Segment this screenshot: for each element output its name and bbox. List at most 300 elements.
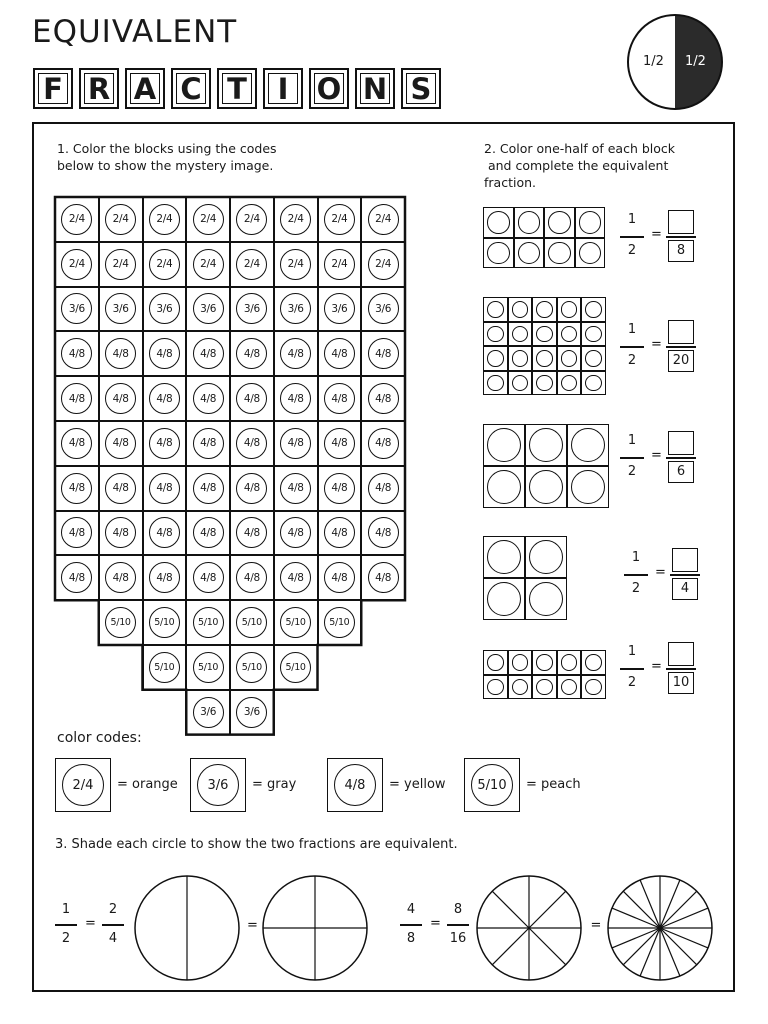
grid-cell[interactable] — [230, 690, 274, 735]
block-circle — [529, 582, 563, 616]
block-cell[interactable] — [581, 346, 606, 371]
block-cell[interactable] — [508, 650, 533, 675]
grid-cell[interactable] — [318, 511, 362, 556]
fraction-code: 2/4 — [105, 249, 136, 280]
color-code-label: = gray — [252, 777, 297, 792]
fraction-code: 4/8 — [368, 473, 399, 504]
grid-cell[interactable] — [143, 511, 187, 556]
block-cell[interactable] — [532, 675, 557, 700]
block-cell[interactable] — [532, 650, 557, 675]
fraction-code: 3/6 — [236, 697, 267, 728]
block-cell[interactable] — [514, 238, 545, 269]
grid-cell[interactable] — [318, 197, 362, 242]
grid-cell[interactable] — [361, 555, 405, 600]
color-code-box — [190, 758, 246, 812]
grid-cell[interactable] — [143, 421, 187, 466]
grid-cell[interactable] — [361, 331, 405, 376]
title-letter-tile: T — [217, 68, 257, 109]
given-denominator: 2 — [627, 353, 637, 368]
color-code-box — [464, 758, 520, 812]
block-circle — [487, 679, 504, 696]
half-circle-icon — [627, 14, 723, 110]
grid-cell[interactable] — [186, 376, 230, 421]
fraction-code: 3/6 — [149, 293, 180, 324]
grid-cell[interactable] — [361, 466, 405, 511]
title-letter-tile: S — [401, 68, 441, 109]
grid-cell[interactable] — [361, 421, 405, 466]
block-circle — [548, 242, 571, 265]
block-cell[interactable] — [575, 238, 606, 269]
color-codes-heading: color codes: — [57, 730, 142, 746]
grid-cell[interactable] — [318, 466, 362, 511]
numerator-answer-box[interactable] — [668, 642, 694, 666]
fraction-code: 4/8 — [236, 428, 267, 459]
grid-cell[interactable] — [274, 466, 318, 511]
fraction-code: 4/8 — [236, 383, 267, 414]
block-cell[interactable] — [581, 675, 606, 700]
block-cell[interactable] — [544, 207, 575, 238]
block-circle — [487, 326, 504, 343]
numerator-answer-box[interactable] — [668, 431, 694, 455]
fraction-code: 4/8 — [324, 473, 355, 504]
grid-cell[interactable] — [318, 331, 362, 376]
grid-cell[interactable] — [230, 645, 274, 690]
fraction-code: 4/8 — [193, 562, 224, 593]
target-denominator: 20 — [668, 350, 694, 372]
worksheet-title: EQUIVALENT — [32, 14, 238, 50]
grid-cell[interactable] — [99, 242, 143, 287]
fraction-code: 4/8 — [324, 428, 355, 459]
badge-right-label: 1/2 — [685, 54, 706, 69]
left-fraction-numerator: 4 — [406, 902, 416, 917]
fraction-code: 4/8 — [61, 517, 92, 548]
block-cell[interactable] — [483, 675, 508, 700]
right-fraction-numerator: 8 — [453, 902, 463, 917]
title-letter-tile: N — [355, 68, 395, 109]
fraction-code: 4/8 — [368, 383, 399, 414]
title-letter-tile: O — [309, 68, 349, 109]
block-cell[interactable] — [483, 424, 525, 466]
block-cell[interactable] — [508, 371, 533, 396]
block-cell[interactable] — [483, 371, 508, 396]
title-letter-tile: C — [171, 68, 211, 109]
block-circle — [512, 301, 529, 318]
block-cell[interactable] — [557, 675, 582, 700]
mystery-image-grid — [55, 197, 405, 735]
block-circle — [487, 211, 510, 234]
block-cell[interactable] — [508, 346, 533, 371]
fraction-code: 4/8 — [236, 517, 267, 548]
grid-cell[interactable] — [55, 287, 99, 332]
grid-cell[interactable] — [186, 197, 230, 242]
fraction-code: 4/8 — [280, 562, 311, 593]
grid-cell[interactable] — [143, 376, 187, 421]
block-circle — [561, 326, 578, 343]
grid-cell[interactable] — [186, 690, 230, 735]
grid-cell[interactable] — [274, 421, 318, 466]
grid-cell[interactable] — [318, 376, 362, 421]
grid-cell[interactable] — [99, 421, 143, 466]
fraction-code: 4/8 — [61, 473, 92, 504]
equals-sign: = — [85, 916, 96, 931]
block-circle — [585, 679, 602, 696]
target-denominator: 6 — [668, 461, 694, 483]
grid-cell[interactable] — [99, 555, 143, 600]
equals-sign: = — [590, 918, 602, 933]
block-circle — [536, 375, 553, 392]
block-cell[interactable] — [483, 297, 508, 322]
block-circle — [561, 654, 578, 671]
block-circle — [536, 350, 553, 367]
color-code-fraction: 3/6 — [197, 764, 239, 806]
fraction-code: 3/6 — [193, 697, 224, 728]
block-cell[interactable] — [557, 371, 582, 396]
fraction-code: 3/6 — [324, 293, 355, 324]
fraction-code: 4/8 — [368, 428, 399, 459]
block-cell[interactable] — [581, 322, 606, 347]
block-circle — [487, 301, 504, 318]
color-code-label: = peach — [526, 777, 581, 792]
block-cell[interactable] — [483, 536, 525, 578]
block-circle — [536, 301, 553, 318]
fraction-bar — [55, 924, 77, 926]
grid-cell[interactable] — [143, 600, 187, 645]
grid-cell[interactable] — [55, 331, 99, 376]
grid-cell[interactable] — [186, 645, 230, 690]
fraction-code: 3/6 — [236, 293, 267, 324]
block-circle — [487, 375, 504, 392]
title-letter-tile: I — [263, 68, 303, 109]
block-cell[interactable] — [557, 346, 582, 371]
block-circle — [529, 470, 563, 504]
grid-cell[interactable] — [361, 511, 405, 556]
grid-cell[interactable] — [143, 466, 187, 511]
given-denominator: 2 — [631, 581, 641, 596]
block-circle — [585, 654, 602, 671]
fraction-code: 2/4 — [236, 204, 267, 235]
grid-cell[interactable] — [55, 511, 99, 556]
grid-cell[interactable] — [143, 287, 187, 332]
block-cell[interactable] — [557, 650, 582, 675]
fraction-code: 4/8 — [280, 428, 311, 459]
color-code-fraction: 5/10 — [471, 764, 513, 806]
grid-cell[interactable] — [361, 197, 405, 242]
fraction-code: 5/10 — [324, 607, 355, 638]
block-cell[interactable] — [483, 207, 514, 238]
fraction-code: 2/4 — [149, 204, 180, 235]
fraction-code: 2/4 — [105, 204, 136, 235]
grid-cell[interactable] — [230, 376, 274, 421]
fraction-code: 4/8 — [105, 383, 136, 414]
block-circle — [487, 242, 510, 265]
fraction-bar — [666, 668, 696, 670]
block-circle — [571, 428, 605, 462]
fraction-code: 4/8 — [280, 383, 311, 414]
block-cell[interactable] — [514, 207, 545, 238]
fraction-code: 4/8 — [324, 562, 355, 593]
grid-cell[interactable] — [186, 511, 230, 556]
fraction-bar — [620, 668, 644, 670]
grid-cell[interactable] — [274, 645, 318, 690]
grid-cell[interactable] — [186, 555, 230, 600]
fraction-code: 4/8 — [149, 517, 180, 548]
grid-cell[interactable] — [274, 197, 318, 242]
block-cell[interactable] — [525, 536, 567, 578]
fraction-code: 4/8 — [368, 338, 399, 369]
fraction-bar — [624, 574, 648, 576]
block-circle — [512, 326, 529, 343]
block-cell[interactable] — [483, 650, 508, 675]
grid-cell[interactable] — [143, 645, 187, 690]
grid-cell[interactable] — [274, 376, 318, 421]
grid-cell[interactable] — [318, 242, 362, 287]
fraction-code: 2/4 — [368, 249, 399, 280]
grid-cell[interactable] — [186, 242, 230, 287]
grid-cell[interactable] — [230, 511, 274, 556]
grid-cell[interactable] — [143, 555, 187, 600]
fraction-code: 4/8 — [368, 562, 399, 593]
numerator-answer-box[interactable] — [668, 320, 694, 344]
section1-instructions — [57, 140, 277, 174]
block-circle — [487, 470, 521, 504]
fraction-code: 5/10 — [193, 607, 224, 638]
right-fraction-denominator: 16 — [449, 931, 467, 946]
grid-cell[interactable] — [186, 287, 230, 332]
grid-cell[interactable] — [274, 287, 318, 332]
fraction-code: 4/8 — [61, 338, 92, 369]
grid-cell[interactable] — [55, 242, 99, 287]
grid-cell[interactable] — [274, 555, 318, 600]
block-cell[interactable] — [575, 207, 606, 238]
grid-cell[interactable] — [99, 600, 143, 645]
grid-cell[interactable] — [318, 421, 362, 466]
grid-cell[interactable] — [99, 376, 143, 421]
grid-cell[interactable] — [186, 600, 230, 645]
fraction-bar — [102, 924, 124, 926]
fraction-code: 4/8 — [280, 338, 311, 369]
section2-instruction-line1: 2. Color one-half of each block — [484, 141, 676, 156]
grid-cell[interactable] — [230, 600, 274, 645]
block-cell[interactable] — [581, 650, 606, 675]
color-code-box — [55, 758, 111, 812]
grid-cell[interactable] — [361, 242, 405, 287]
block-cell[interactable] — [525, 578, 567, 620]
fraction-code: 4/8 — [324, 383, 355, 414]
fraction-code: 2/4 — [324, 204, 355, 235]
shade-circle[interactable] — [133, 874, 241, 982]
numerator-answer-box[interactable] — [668, 210, 694, 234]
grid-cell[interactable] — [361, 287, 405, 332]
section2-instruction-line3: fraction. — [484, 175, 536, 190]
shade-circle[interactable] — [261, 874, 369, 982]
badge-left-label: 1/2 — [643, 54, 664, 69]
grid-cell[interactable] — [230, 287, 274, 332]
fraction-code: 4/8 — [324, 517, 355, 548]
shade-circle[interactable] — [475, 874, 583, 982]
fraction-code: 4/8 — [61, 428, 92, 459]
title-letter-tile: F — [33, 68, 73, 109]
color-code-box — [327, 758, 383, 812]
grid-cell[interactable] — [186, 421, 230, 466]
block-cell[interactable] — [532, 322, 557, 347]
block-cell[interactable] — [483, 466, 525, 508]
block-cell[interactable] — [525, 466, 567, 508]
equals-sign: = — [655, 565, 666, 580]
equals-sign: = — [430, 916, 441, 931]
fraction-bar — [447, 924, 469, 926]
fraction-code: 4/8 — [149, 562, 180, 593]
grid-cell[interactable] — [274, 511, 318, 556]
fraction-bar — [620, 236, 644, 238]
block-circle — [561, 679, 578, 696]
fraction-code: 4/8 — [149, 338, 180, 369]
block-circle — [548, 211, 571, 234]
block-cell[interactable] — [567, 424, 609, 466]
block-cell[interactable] — [483, 322, 508, 347]
grid-cell[interactable] — [274, 242, 318, 287]
given-numerator: 1 — [627, 433, 637, 448]
grid-cell[interactable] — [230, 421, 274, 466]
grid-cell[interactable] — [55, 555, 99, 600]
right-fraction-denominator: 4 — [108, 931, 118, 946]
block-cell[interactable] — [483, 346, 508, 371]
block-cell[interactable] — [532, 346, 557, 371]
equals-sign: = — [247, 918, 258, 933]
grid-cell[interactable] — [143, 197, 187, 242]
block-circle — [487, 540, 521, 574]
fraction-code: 4/8 — [105, 517, 136, 548]
grid-cell[interactable] — [99, 197, 143, 242]
block-cell[interactable] — [581, 297, 606, 322]
fraction-code: 5/10 — [193, 652, 224, 683]
fraction-code: 2/4 — [280, 249, 311, 280]
grid-cell[interactable] — [230, 466, 274, 511]
fraction-code: 4/8 — [105, 473, 136, 504]
block-circle — [571, 470, 605, 504]
half-circle-badge — [627, 14, 723, 110]
grid-cell[interactable] — [274, 600, 318, 645]
block-cell[interactable] — [567, 466, 609, 508]
fraction-code: 4/8 — [105, 338, 136, 369]
block-cell[interactable] — [581, 371, 606, 396]
grid-cell[interactable] — [230, 555, 274, 600]
block-circle — [487, 350, 504, 367]
given-denominator: 2 — [627, 243, 637, 258]
fraction-code: 5/10 — [236, 652, 267, 683]
given-numerator: 1 — [631, 550, 641, 565]
fraction-code: 5/10 — [105, 607, 136, 638]
grid-cell[interactable] — [318, 555, 362, 600]
section3-instruction: 3. Shade each circle to show the two fractions are equivalent. — [55, 837, 458, 852]
block-circle — [585, 326, 602, 343]
target-denominator: 8 — [668, 240, 694, 262]
grid-cell[interactable] — [318, 600, 362, 645]
block-circle — [536, 326, 553, 343]
fraction-code: 4/8 — [149, 428, 180, 459]
grid-cell[interactable] — [55, 466, 99, 511]
fraction-code: 4/8 — [324, 338, 355, 369]
section2-instruction-line2: and complete the equivalent — [484, 158, 669, 173]
block-circle — [536, 679, 553, 696]
grid-cell[interactable] — [99, 287, 143, 332]
block-cell[interactable] — [508, 322, 533, 347]
fraction-code: 2/4 — [236, 249, 267, 280]
block-circle — [487, 582, 521, 616]
block-cell[interactable] — [525, 424, 567, 466]
grid-cell[interactable] — [186, 466, 230, 511]
grid-cell[interactable] — [55, 376, 99, 421]
grid-cell[interactable] — [318, 287, 362, 332]
block-cell[interactable] — [557, 297, 582, 322]
block-circle — [536, 654, 553, 671]
fraction-code: 5/10 — [149, 652, 180, 683]
target-denominator: 10 — [668, 672, 694, 694]
block-circle — [487, 654, 504, 671]
shade-circle[interactable] — [606, 874, 714, 982]
grid-cell[interactable] — [230, 331, 274, 376]
equals-sign: = — [651, 227, 662, 242]
fraction-code: 4/8 — [149, 473, 180, 504]
given-denominator: 2 — [627, 675, 637, 690]
grid-cell[interactable] — [186, 331, 230, 376]
block-cell[interactable] — [532, 297, 557, 322]
fraction-code: 4/8 — [149, 383, 180, 414]
numerator-answer-box[interactable] — [672, 548, 698, 572]
grid-cell[interactable] — [55, 421, 99, 466]
grid-cell[interactable] — [143, 331, 187, 376]
grid-cell[interactable] — [143, 242, 187, 287]
block-cell[interactable] — [508, 297, 533, 322]
fraction-code: 2/4 — [324, 249, 355, 280]
fraction-code: 4/8 — [280, 517, 311, 548]
left-fraction-numerator: 1 — [61, 902, 71, 917]
block-circle — [512, 375, 529, 392]
fraction-code: 5/10 — [236, 607, 267, 638]
block-cell[interactable] — [483, 238, 514, 269]
title-letter-tile: R — [79, 68, 119, 109]
block-cell[interactable] — [532, 371, 557, 396]
block-cell[interactable] — [544, 238, 575, 269]
fraction-bar — [620, 346, 644, 348]
block-cell[interactable] — [557, 322, 582, 347]
block-circle — [579, 242, 602, 265]
block-cell[interactable] — [508, 675, 533, 700]
fraction-code: 2/4 — [193, 204, 224, 235]
fraction-code: 5/10 — [280, 607, 311, 638]
fraction-bar — [666, 346, 696, 348]
grid-cell[interactable] — [55, 197, 99, 242]
block-cell[interactable] — [483, 578, 525, 620]
color-code-label: = orange — [117, 777, 178, 792]
grid-cell[interactable] — [230, 197, 274, 242]
color-code-fraction: 4/8 — [334, 764, 376, 806]
fraction-code: 5/10 — [280, 652, 311, 683]
fraction-code: 4/8 — [193, 473, 224, 504]
grid-cell[interactable] — [99, 511, 143, 556]
fraction-code: 3/6 — [61, 293, 92, 324]
grid-cell[interactable] — [361, 376, 405, 421]
equals-sign: = — [651, 337, 662, 352]
grid-cell[interactable] — [99, 466, 143, 511]
grid-cell[interactable] — [99, 331, 143, 376]
given-numerator: 1 — [627, 212, 637, 227]
block-circle — [585, 350, 602, 367]
left-fraction-denominator: 8 — [406, 931, 416, 946]
grid-cell[interactable] — [230, 242, 274, 287]
block-circle — [512, 350, 529, 367]
grid-cell[interactable] — [274, 331, 318, 376]
block-circle — [561, 301, 578, 318]
